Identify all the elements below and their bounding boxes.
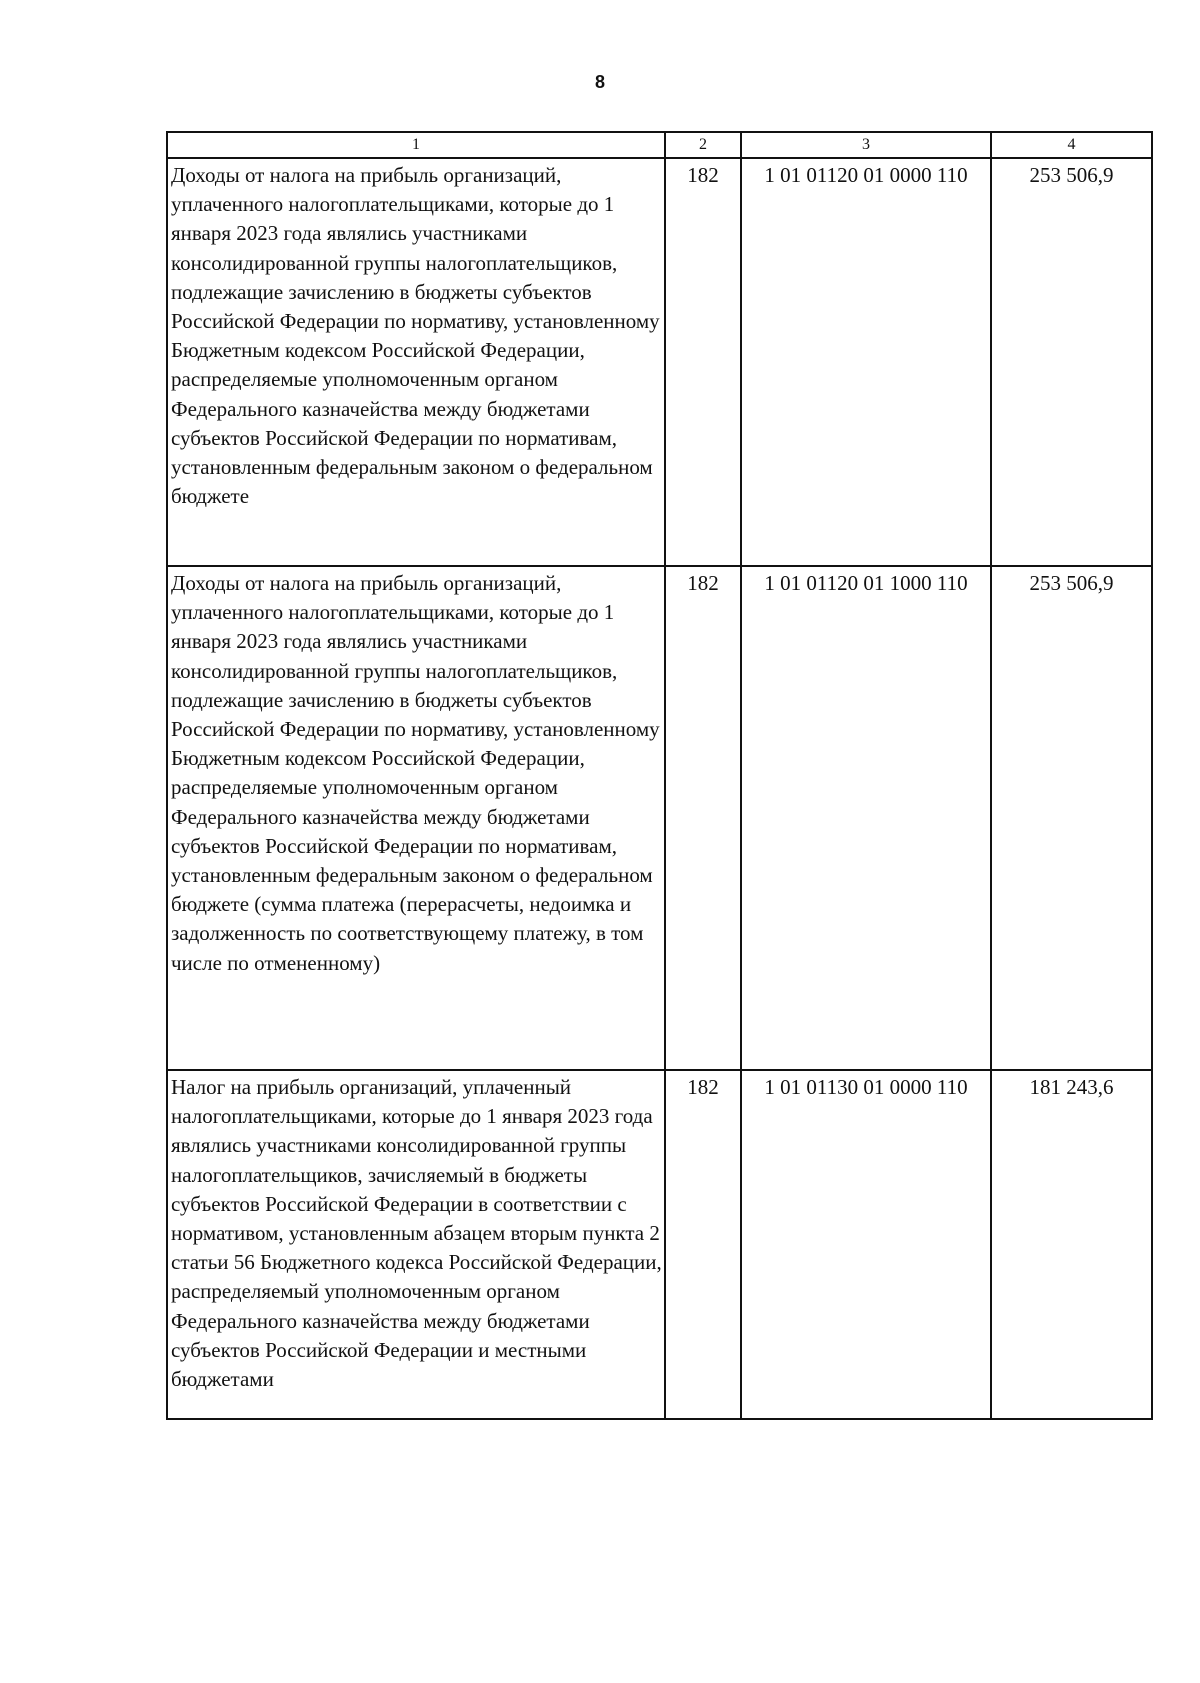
row-description: Доходы от налога на прибыль организаций, уплаченного налогоплательщиками, которые до 1 января 2023 года являлись участниками консолидированной группы налогоплательщиков, подлежащие зачислению в бюджеты субъектов Российской Федерации по нормативу, установленному Бюджетным кодексом Российской Федерации, распределяемые уполномоченным органом Федерального казначейства между бюджетами субъектов Российской Федерации по нормативам, установленным федеральным законом о федеральном бюджете (сумма платежа (перерасчеты, недоимка и задолженность по соответствующему платежу, в том числе по отмененному) bbox=[167, 566, 665, 1070]
row-admin-code: 182 bbox=[665, 566, 741, 1070]
table-row bbox=[167, 1070, 1152, 1419]
revenue-table bbox=[166, 131, 1153, 1420]
table-row bbox=[167, 158, 1152, 566]
row-admin-code: 182 bbox=[665, 158, 741, 566]
header-col-1: 1 bbox=[167, 132, 665, 158]
header-col-2: 2 bbox=[665, 132, 741, 158]
row-amount: 253 506,9 bbox=[991, 158, 1152, 566]
table-header-row bbox=[167, 132, 1152, 158]
row-budget-code: 1 01 01130 01 0000 110 bbox=[741, 1070, 991, 1419]
row-budget-code: 1 01 01120 01 0000 110 bbox=[741, 158, 991, 566]
table-row bbox=[167, 566, 1152, 1070]
row-amount: 253 506,9 bbox=[991, 566, 1152, 1070]
header-col-4: 4 bbox=[991, 132, 1152, 158]
header-col-3: 3 bbox=[741, 132, 991, 158]
row-description: Налог на прибыль организаций, уплаченный налогоплательщиками, которые до 1 января 2023 года являлись участниками консолидированной группы налогоплательщиков, зачисляемый в бюджеты субъектов Российской Федерации в соответствии с нормативом, установленным абзацем вторым пункта 2 статьи 56 Бюджетного кодекса Российской Федерации, распределяемый уполномоченным органом Федерального казначейства между бюджетами субъектов Российской Федерации и местными бюджетами bbox=[167, 1070, 665, 1419]
row-admin-code: 182 bbox=[665, 1070, 741, 1419]
row-amount: 181 243,6 bbox=[991, 1070, 1152, 1419]
row-description: Доходы от налога на прибыль организаций, уплаченного налогоплательщиками, которые до 1 января 2023 года являлись участниками консолидированной группы налогоплательщиков, подлежащие зачислению в бюджеты субъектов Российской Федерации по нормативу, установленному Бюджетным кодексом Российской Федерации, распределяемые уполномоченным органом Федерального казначейства между бюджетами субъектов Российской Федерации по нормативам, установленным федеральным законом о федеральном бюджете bbox=[167, 158, 665, 566]
row-budget-code: 1 01 01120 01 1000 110 bbox=[741, 566, 991, 1070]
page-number: 8 bbox=[594, 72, 605, 92]
